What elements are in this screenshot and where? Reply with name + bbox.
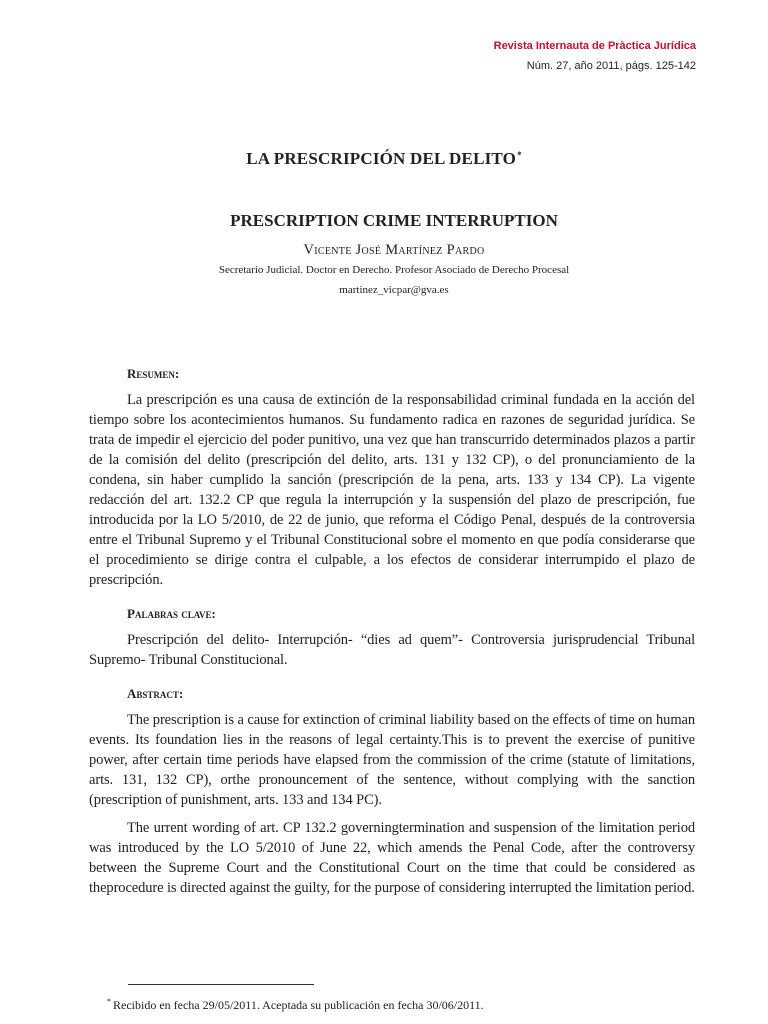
footnote-divider [128, 984, 314, 985]
journal-issue: Núm. 27, año 2011, págs. 125-142 [526, 60, 696, 72]
footnote [107, 994, 484, 1013]
author-email: martinez_vicpar@gva.es [339, 284, 449, 296]
journal-name: Revista Internauta de Pràctica Jurídica [493, 40, 696, 52]
journal-header [494, 38, 696, 74]
resumen-text: La prescripción es una causa de extinción de la responsabilidad criminal fundada en la acción del tiempo sobre los acontecimientos humanos. Su fundamento radica en razones de seguridad jurídica. Se trata de impedir el ejercicio del poder punitivo, una vez que han transcurrido determinados plazos a partir de la comisión del delito (prescripción del delito, arts. 131 y 132 CP), o del pronunciamiento de la condena, sin haber cumplido la sanción (prescripción de la pena, arts. 133 y 134 CP). La vigente redacción del art. 132.2 CP que regula la interrupción y la suspensión del plazo de prescripción, fue introducida por la LO 5/2010, de 22 de junio, que reforma el Código Penal, después de la controversia entre el Tribunal Supremo y el Tribunal Constitucional sobre el momento en que podía considerarse que el procedimiento se dirige contra el culpable, a los efectos de considerar interrumpido el plazo de prescripción. [89, 392, 695, 588]
article-subtitle: PRESCRIPTION CRIME INTERRUPTION [230, 211, 558, 230]
footnote-mark: * [107, 997, 111, 1006]
abstract-paragraph-1: The prescription is a cause for extinction of criminal liability based on the effects of time on human events. Its foundation lies in the reasons of legal certainty.This is to prevent the exercise of punitive power, after certain time periods have elapsed from the commission of the crime (statute of limitations, arts. 131, 132 CP), orthe pronouncement of the sentence, without complying with the sanction (prescription of punishment, arts. 133 and 134 PC). [89, 712, 695, 808]
author-affiliation: Secretario Judicial. Doctor en Derecho. Profesor Asociado de Derecho Procesal [218, 264, 570, 276]
palabras-clave-heading: Palabras clave: [127, 606, 216, 621]
palabras-clave-text: Prescripción del delito- Interrupción- “dies ad quem”- Controversia jurisprudencial Tribunal Supremo- Tribunal Constitucional. [89, 632, 695, 668]
resumen-heading: Resumen: [127, 366, 180, 381]
author-name: Vicente José Martínez Pardo [303, 242, 485, 258]
abstract-heading: Abstract: [127, 686, 184, 701]
footnote-text: Recibido en fecha 29/05/2011. Aceptada su publicación en fecha 30/06/2011. [113, 998, 484, 1012]
article-title [0, 149, 768, 169]
abstract-paragraph-2: The urrent wording of art. CP 132.2 governingtermination and suspension of the limitation period was introduced by the LO 5/2010 of June 22, which amends the Penal Code, after the controversy between the Supreme Court and the Constitutional Court on the time that could be considered as theprocedure is directed against the guilty, for the purpose of considering interrupted the limitation period. [89, 820, 695, 896]
title-footnote-mark: * [517, 150, 522, 160]
article-body [89, 364, 695, 898]
article-title-text: LA PRESCRIPCIÓN DEL DELITO [246, 149, 517, 168]
